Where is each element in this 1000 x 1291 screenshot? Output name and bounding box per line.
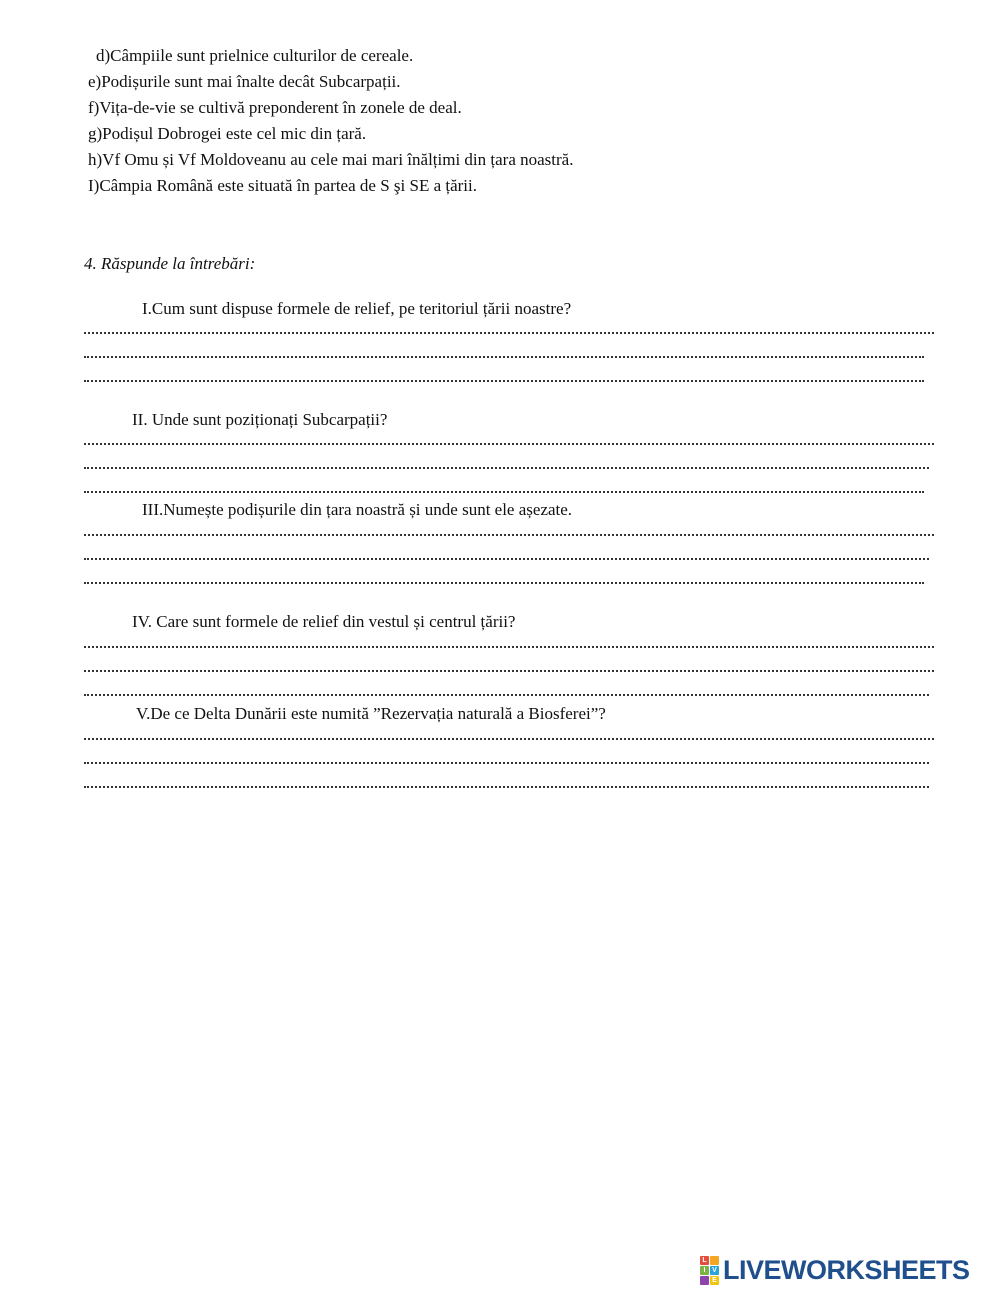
logo-cube: I — [700, 1266, 709, 1275]
answer-line-1c[interactable] — [84, 378, 924, 382]
logo-cube: L — [700, 1256, 709, 1265]
logo-cubes-icon — [700, 1256, 719, 1285]
logo-cube — [700, 1276, 709, 1285]
answer-line-3a[interactable] — [84, 532, 934, 536]
statement-g: g)Podișul Dobrogei este cel mic din țară. — [88, 124, 367, 143]
statement-f: f)Vița-de-vie se cultivă preponderent în zonele de deal. — [88, 98, 462, 117]
statement-d: d)Câmpiile sunt prielnice culturilor de cereale. — [96, 46, 414, 65]
answer-line-4c[interactable] — [84, 692, 929, 696]
answer-line-2b[interactable] — [84, 465, 929, 469]
answer-line-2c[interactable] — [84, 489, 924, 493]
statement-e: e)Podișurile sunt mai înalte decât Subcarpații. — [88, 72, 401, 91]
logo-cube: E — [710, 1276, 719, 1285]
answer-line-1b[interactable] — [84, 354, 924, 358]
question-1: I.Cum sunt dispuse formele de relief, pe teritoriul țării noastre? — [142, 299, 572, 318]
answer-line-3c[interactable] — [84, 580, 924, 584]
answer-line-5a[interactable] — [84, 736, 934, 740]
answer-line-2a[interactable] — [84, 441, 934, 445]
answer-line-3b[interactable] — [84, 556, 929, 560]
logo-text: LIVEWORKSHEETS — [723, 1254, 970, 1285]
question-4: IV. Care sunt formele de relief din vestul și centrul țării? — [132, 612, 516, 631]
answer-line-4b[interactable] — [84, 668, 934, 672]
question-3: III.Numește podișurile din țara noastră și unde sunt ele așezate. — [142, 500, 573, 519]
answer-line-5c[interactable] — [84, 784, 929, 788]
question-5: V.De ce Delta Dunării este numită ”Rezervația naturală a Biosferei”? — [136, 704, 606, 723]
question-2: II. Unde sunt poziționați Subcarpații? — [132, 410, 388, 429]
logo-cube — [710, 1256, 719, 1265]
answer-line-1a[interactable] — [84, 330, 934, 334]
liveworksheets-logo — [700, 1254, 970, 1286]
statement-i: I)Câmpia Română este situată în partea de S şi SE a țării. — [88, 176, 477, 195]
logo-cube: V — [710, 1266, 719, 1275]
statement-h: h)Vf Omu și Vf Moldoveanu au cele mai mari înălțimi din țara noastră. — [88, 150, 574, 169]
answer-line-5b[interactable] — [84, 760, 929, 764]
section-heading: 4. Răspunde la întrebări: — [84, 254, 256, 273]
answer-line-4a[interactable] — [84, 644, 934, 648]
